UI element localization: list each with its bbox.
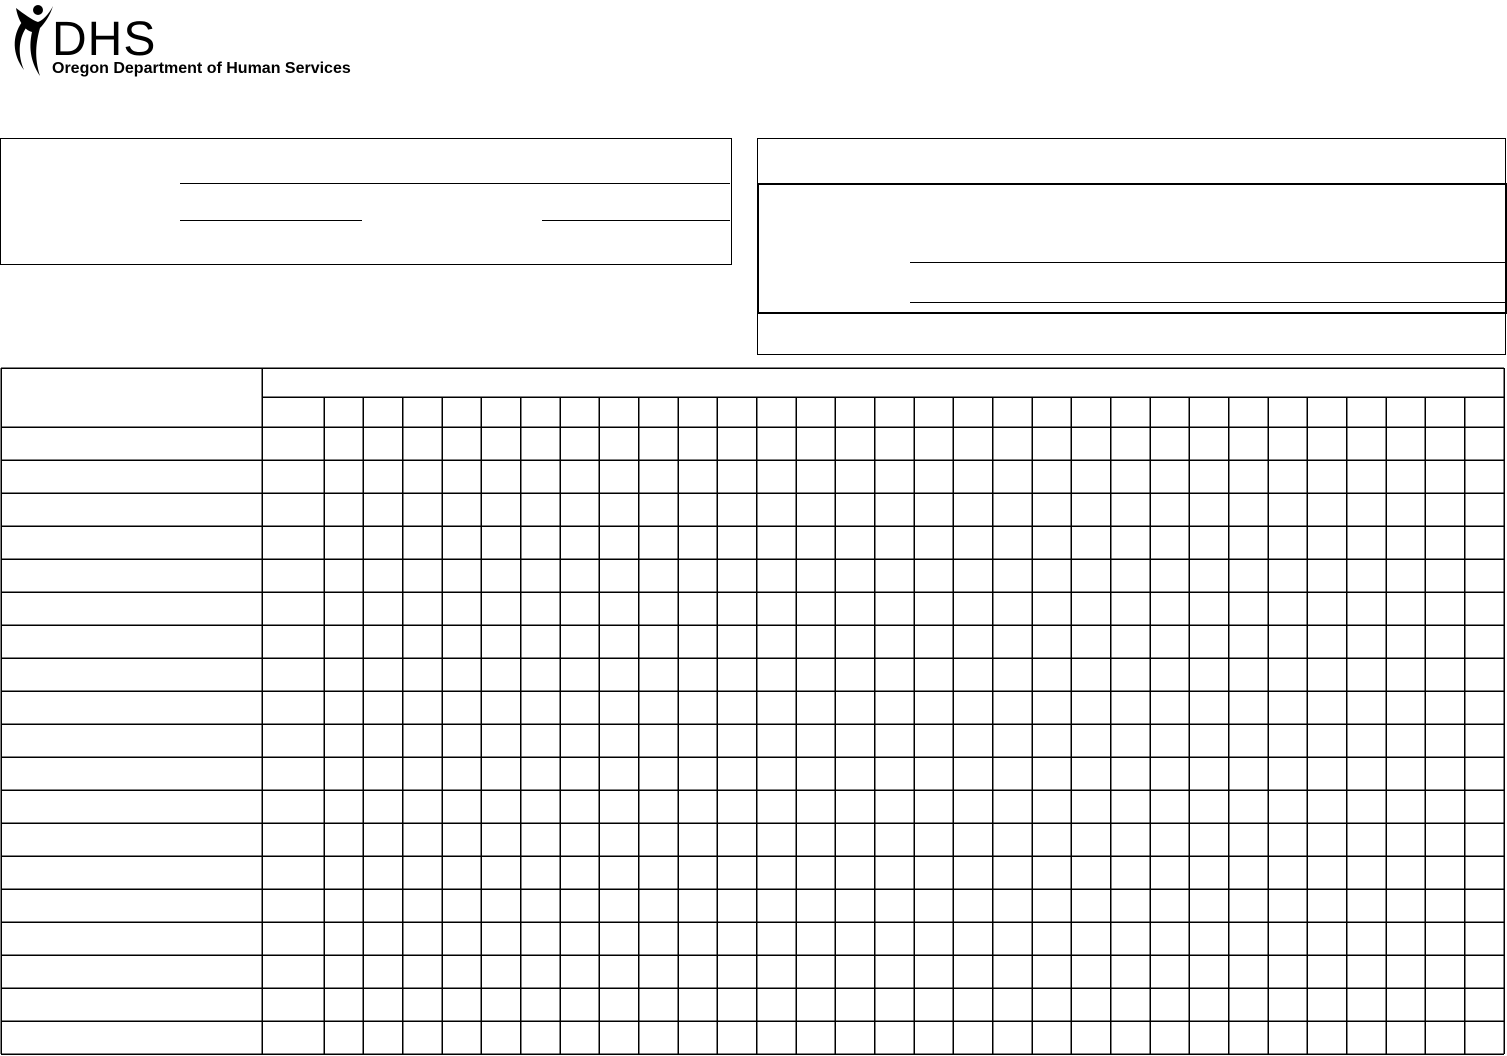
field-line-3[interactable] [542, 220, 730, 221]
field-line-4[interactable] [910, 262, 1506, 263]
info-box-right-inner [757, 183, 1507, 314]
logo-abbreviation: DHS [52, 13, 157, 66]
field-line-2[interactable] [180, 220, 362, 221]
field-line-5[interactable] [910, 302, 1506, 303]
dhs-logo [10, 2, 350, 82]
field-line-1[interactable] [180, 183, 730, 184]
info-box-left [0, 138, 732, 265]
dhs-figure-icon [10, 2, 54, 80]
logo-department-name: Oregon Department of Human Services [52, 60, 351, 77]
log-grid [0, 367, 1507, 1056]
